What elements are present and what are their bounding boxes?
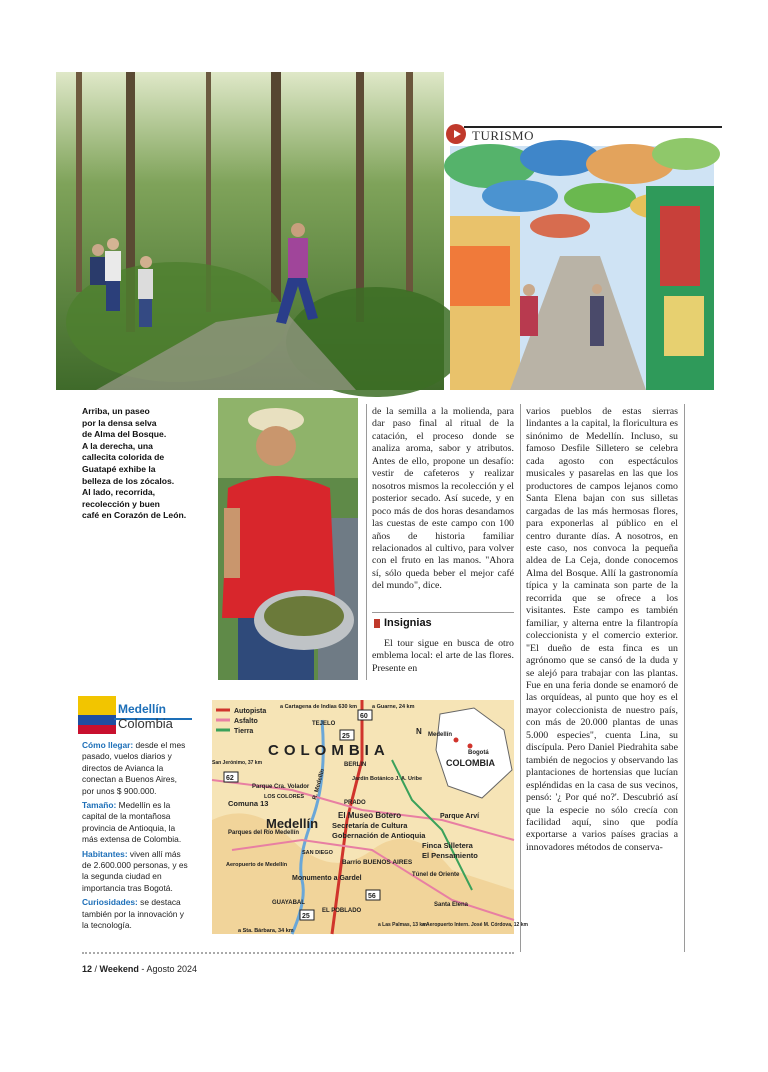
page-footer <box>82 964 197 974</box>
map-place: El Museo Botero <box>338 811 402 820</box>
map-place: Finca Silletera <box>422 841 473 850</box>
forest-hike-image <box>56 72 444 390</box>
info-text <box>82 740 188 935</box>
map-label: a Guarne, 24 km <box>372 704 415 710</box>
colombia-flag-icon <box>78 696 116 734</box>
info-value: desde el mes pasado, vuelos diarios y directos de Avianca la conectan a Buenos Aires, por unos $ 900.000. <box>82 740 186 796</box>
info-key: Cómo llegar: <box>82 740 134 750</box>
road-number: 56 <box>368 893 376 900</box>
info-key: Curiosidades: <box>82 897 138 908</box>
map-place: a Aeropuerto Intern. José M. Córdova, 12 km <box>422 922 528 928</box>
map-place: LOS COLORES <box>264 794 305 800</box>
map-place: Comuna 13 <box>228 799 269 808</box>
map-place: BERLIN <box>344 762 367 768</box>
info-item <box>82 800 188 846</box>
road-number: 25 <box>342 733 350 740</box>
map-place: Secretaría de Cultura <box>332 821 408 830</box>
map-place: Túnel de Oriente <box>412 872 460 878</box>
article-column-middle-continued <box>372 638 514 675</box>
page-number: 12 <box>82 964 93 974</box>
info-value: se destaca también por la innovación y la tecnología. <box>82 897 184 931</box>
subhead-insignias <box>372 612 514 631</box>
subhead-marker <box>374 619 380 628</box>
guatape-street-image <box>450 146 714 390</box>
map-place: Santa Elena <box>434 902 469 908</box>
article-column-right <box>526 406 678 854</box>
map-place: San Jerónimo, 37 km <box>212 760 263 766</box>
caption-line: recolección y buen <box>82 498 160 509</box>
caption-line: por la densa selva <box>82 417 157 428</box>
info-key: Tamaño: <box>82 800 117 811</box>
article-paragraph: El tour sigue en busca de otro emblema local: el arte de las flores. Presente en <box>372 638 514 674</box>
map-place: TEJELO <box>312 721 336 727</box>
issue-date: Agosto 2024 <box>146 964 197 974</box>
map-place: Jardín Botánico J. A. Uribe <box>352 776 423 782</box>
photo-guatape-street <box>450 146 714 390</box>
inset-city: Bogotá <box>468 750 489 756</box>
caption-line: Arriba, un paseo <box>82 406 150 416</box>
map-place: Monumento a Gardel <box>292 875 362 882</box>
subhead-text: Insignias <box>384 617 432 629</box>
legend-label: Autopista <box>234 708 267 715</box>
caption-line: Guatapé exhibe la <box>82 463 156 474</box>
north-arrow: N <box>416 727 422 736</box>
caption-line: A la derecha, una <box>82 440 153 451</box>
river-label: R. Medellín <box>312 768 327 801</box>
info-value: Medellín es la capital de la montañosa provincia de Antioquia, la más extensa de Colombia. <box>82 800 182 845</box>
info-city: Medellín <box>118 702 167 716</box>
column-divider <box>684 404 685 952</box>
column-divider <box>520 404 521 952</box>
map-place: a Sta. Bárbara, 34 km <box>238 928 294 934</box>
photo-forest-hike <box>56 72 444 390</box>
map-place: El Pensamiento <box>422 851 478 860</box>
caption-line: café en Corazón de León. <box>82 510 187 521</box>
photo-caption <box>82 406 208 522</box>
bottom-dotted-rule <box>82 952 514 954</box>
section-label: TURISMO <box>472 128 535 143</box>
map-place: EL POBLADO <box>322 908 362 914</box>
column-divider <box>366 404 367 680</box>
footer-sep: / <box>94 964 100 974</box>
coffee-harvest-image <box>218 398 358 680</box>
caption-line: callecita colorida de <box>82 452 165 463</box>
map-place: SAN DIEGO <box>302 850 333 856</box>
map-place: GUAYABAL <box>272 900 305 906</box>
map-place: PRADO <box>344 800 366 806</box>
road-number: 60 <box>360 713 368 720</box>
legend-label: Asfalto <box>234 718 258 725</box>
play-icon <box>446 124 466 144</box>
footer-sep: - <box>141 964 147 974</box>
map-place: Barrio BUENOS AIRES <box>342 859 413 866</box>
map-place: a Las Palmas, 13 km <box>378 922 427 928</box>
info-country: Colombia <box>118 716 173 731</box>
article-paragraph: varios pueblos de estas sierras lindantes a la capital, la floricultura es sinónimo de Medellín. Incluso, su famoso Desfile Silletero se celebra cada agosto con espectáculos musicales y pasarelas en las que los productores de campos lejanos como Santa Elena bajan con sus silletas cargadas de las más hermosas flores, para exponerlas al público en el centro durante días. A nosotros, en este caso, nos convoca la pequeña aldea de La Ceja, donde conocemos Alma del Bosque. Allí la gastronomía típica y la caminata son parte de la recorrida que se ofrece a los visitantes. Este campo es también familiar, y alterna entre la filantropía coleccionista y el comercio exterior. "El dueño de esta finca es un agrónomo que se cansó de la duda y se alejó para trabajar con las plantas. Fue en una feria donde se enamoró de las orquídeas, al punto que hoy es el mayor coleccionista de nuestro país, con más de 20.000 plantas de unas 5.000 especies", cuenta Lina, su discípula. Pero Daniel Piedrahita sabe también de negocios y observando las plantaciones de hortensias que lucían espléndidas en la casa de sus vecinos, pensó: '¿ Por qué no?'. Descubrió así que la especie no sólo crecía con facilidad aquí, sino que podía exportarse a varios países gracias a innovadores métodos de conserva- <box>526 406 678 853</box>
article-column-middle <box>372 406 514 593</box>
caption-line: belleza de los zócalos. <box>82 475 175 486</box>
inset-country: COLOMBIA <box>446 758 495 768</box>
info-key: Habitantes: <box>82 848 128 859</box>
info-item <box>82 897 188 931</box>
photo-coffee-harvest <box>218 398 358 680</box>
info-item <box>82 740 188 797</box>
road-number: 25 <box>302 913 310 920</box>
road-number: 62 <box>226 775 234 782</box>
caption-line: Al lado, recorrida, <box>82 487 156 498</box>
map-place: Gobernación de Antioquia <box>332 831 426 840</box>
magazine-name: Weekend <box>99 964 139 974</box>
map-place: Parques del Río Medellín <box>228 830 300 836</box>
map-place: Aeropuerto de Medellín <box>226 862 288 868</box>
medellin-map <box>212 700 528 934</box>
legend-label: Tierra <box>234 728 254 735</box>
map-place: Parque Arví <box>440 813 480 820</box>
map-country: COLOMBIA <box>268 742 390 759</box>
map-graphic <box>212 700 528 934</box>
info-value: viven allí más de 2.600.000 personas, y es la segunda ciudad en importancia tras Bogotá. <box>82 848 188 893</box>
map-label: a Cartagena de Indias 630 km <box>280 704 358 710</box>
article-paragraph: de la semilla a la molienda, para dar paso final al ritual de la catación, el proceso donde se analiza aroma, sabor y atributos. Antes de ello, propone un desafío: vestir de cafeteros y realizar nosotros mismos la recolección y el posterior secado. Así sucede, y en poco más de dos horas desandamos las cuestas de este campo con 100 años de historia familiar relacionados al cultivo, para volver con el fruto en las manos. "Ahora sí, sólo queda beber el mejor café del mundo", dice. <box>372 406 514 592</box>
map-place: Parque Cra. Volador <box>252 784 310 790</box>
inset-city: Medellín <box>428 732 453 738</box>
map-city: Medellín <box>266 816 319 831</box>
caption-line: de Alma del Bosque. <box>82 429 167 440</box>
info-item <box>82 849 188 895</box>
